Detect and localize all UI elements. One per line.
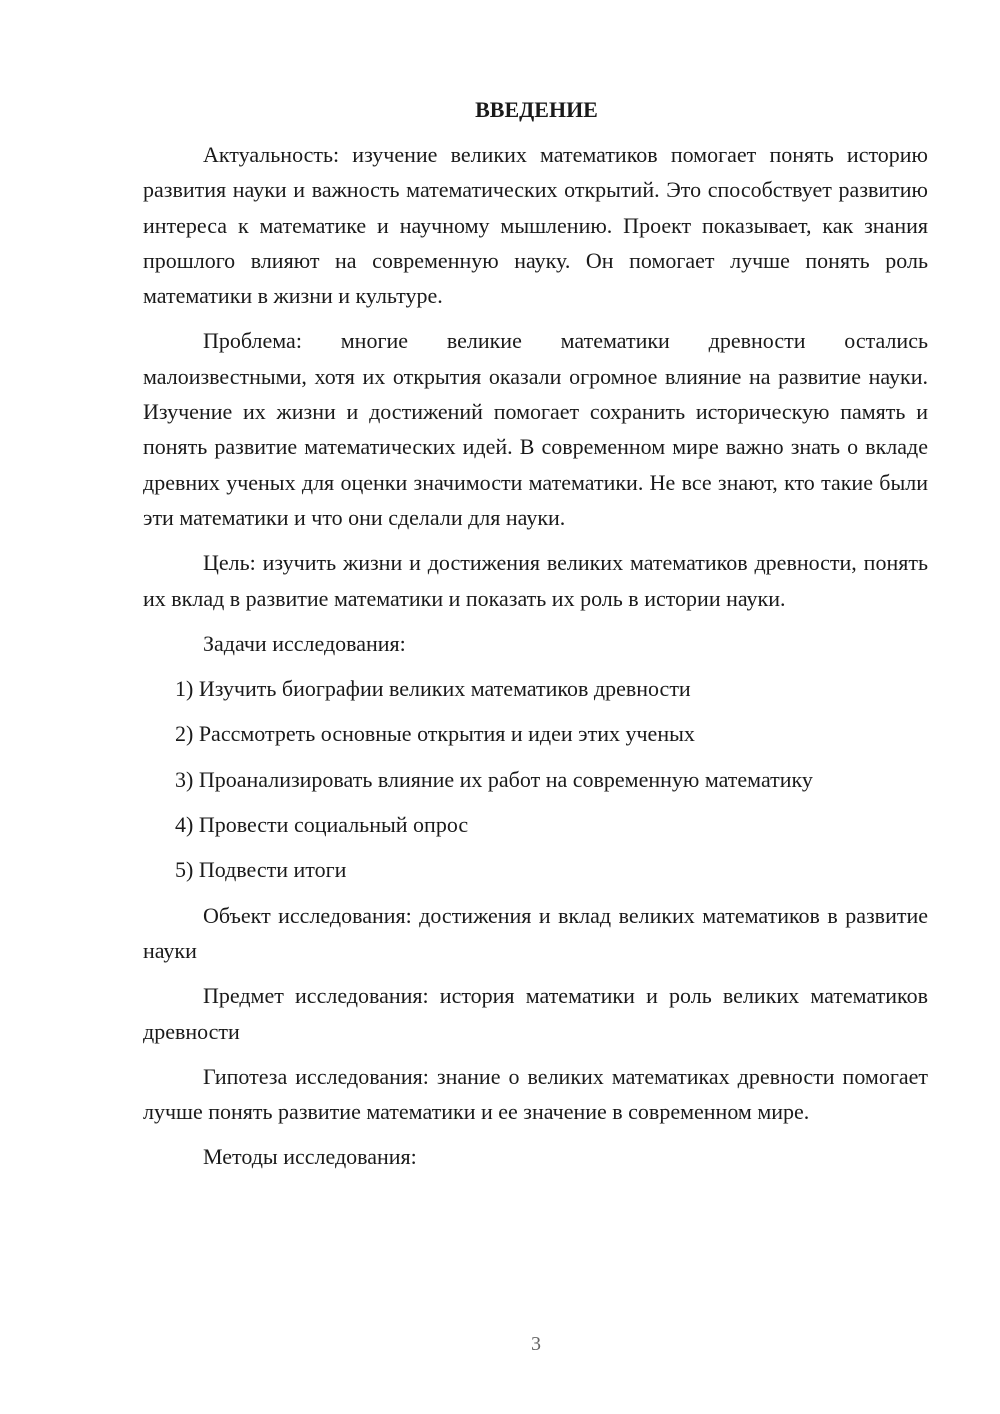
- list-item: 2) Рассмотреть основные открытия и идеи этих ученых: [175, 721, 695, 747]
- goal-paragraph: Цель: изучить жизни и достижения великих математиков древности, понять их вклад в развитие математики и показать их роль в истории науки.: [143, 550, 928, 611]
- object-paragraph: Объект исследования: достижения и вклад великих математиков в развитие науки: [143, 902, 928, 963]
- methods-heading: Методы исследования:: [203, 1144, 417, 1170]
- tasks-list: [143, 671, 928, 887]
- relevance-paragraph: Актуальность: изучение великих математиков помогает понять историю развития науки и важность математических открытий. Это способствует развитию интереса к математике и научному мышлению. Проект показывает, как знания прошлого влияют на современную науку. Он помогает лучше понять роль математики в жизни и культуре.: [143, 142, 928, 309]
- document-page: [143, 92, 928, 1185]
- tasks-heading: Задачи исследования:: [203, 630, 406, 656]
- page-title: ВВЕДЕНИЕ: [475, 97, 598, 122]
- problem-paragraph: Проблема: многие великие математики древности остались малоизвестными, хотя их открытия оказали огромное влияние на развитие науки. Изучение их жизни и достижений помогает сохранить историческую память и понять развитие математических идей. В современном мире важно знать о вкладе древних ученых для оценки значимости математики. Не все знают, кто такие были эти математики и что они сделали для науки.: [143, 328, 928, 530]
- list-item: 5) Подвести итоги: [175, 857, 347, 883]
- hypothesis-paragraph: Гипотеза исследования: знание о великих математиках древности помогает лучше понять развитие математики и ее значение в современном мире.: [143, 1063, 928, 1125]
- list-item: 3) Проанализировать влияние их работ на современную математику: [175, 766, 813, 792]
- subject-paragraph: Предмет исследования: история математики и роль великих математиков древности: [143, 983, 928, 1044]
- list-item: 4) Провести социальный опрос: [175, 812, 469, 838]
- page-number: 3: [531, 1333, 541, 1355]
- list-item: 1) Изучить биографии великих математиков древности: [175, 676, 691, 702]
